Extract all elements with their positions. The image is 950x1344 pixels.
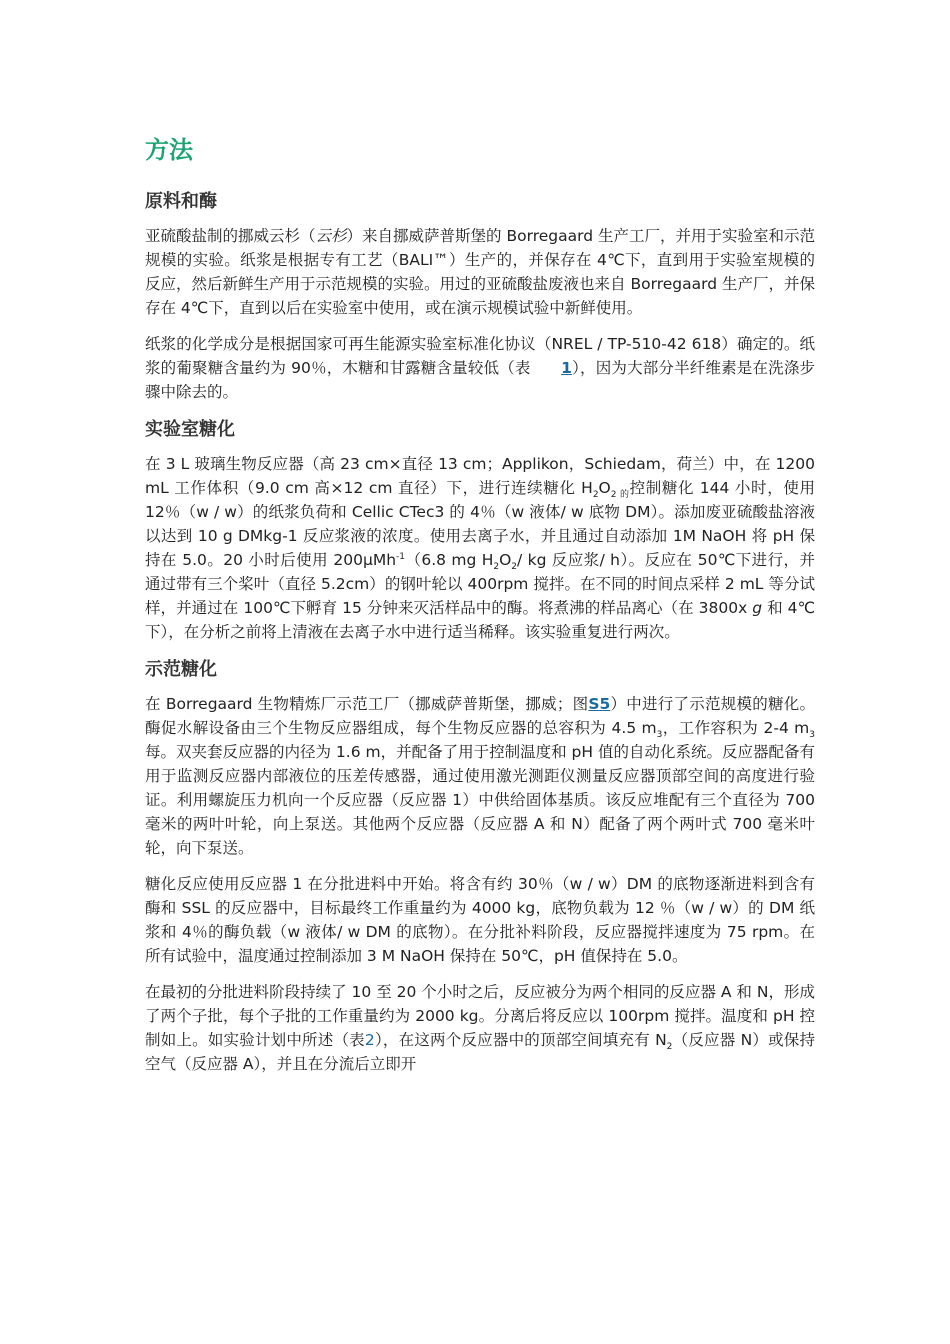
- text: ）中进行了示范规模的糖化。酶促水解设备由三个生物反应器组成，每个生物反应器的总容积为 4.5 m: [145, 695, 815, 737]
- paragraph-materials-2: [145, 332, 815, 404]
- text: 在 3 L 玻璃生物反应器（高 23 cm×直径 13 cm；Applikon，Schiedam，荷兰）中，在 1200 mL 工作体积（9.0 cm 高×12 cm 直径）下，进行连续糖化 H: [145, 455, 815, 497]
- section-title: 方法: [145, 136, 193, 164]
- text: 和 4℃下），在分析之前将上清液在去离子水中进行适当稀释。该实验重复进行两次。: [145, 599, 815, 641]
- text: 在 Borregaard 生物精炼厂示范工厂（挪威萨普斯堡，挪威；图: [145, 695, 589, 713]
- text: 每。双夹套反应器的内径为 1.6 m，并配备了用于控制温度和 pH 值的自动化系统。反应器配备有用于监测反应器内部液位的压差传感器，通过使用激光测距仪测量反应器顶部空间的高度进行验证。利用螺旋压力机向一个反应器（反应器 1）中供给固体基质。该反应堆配有三个直径为 700 毫米的两叶叶轮，向上泵送。其他两个反应器（反应器 A 和 N）配备了两个两叶式 700 毫米叶轮，向下泵送。: [145, 743, 815, 857]
- subscript: 2: [592, 490, 599, 501]
- text: ）来自挪威萨普斯堡的 Borregaard 生产工厂，并用于实验室和示范规模的实验。纸浆是根据专有工艺（BALI™）生产的，并保存在 4℃下，直到用于实验室规模的反应，然后新鲜生产用于示范规模的实验。用过的亚硫酸盐废液也来自 Borregaard 生产厂，并保存在 4℃下，直到以后在实验室中使用，或在演示规模试验中新鲜使用。: [145, 227, 815, 317]
- heading-demo-saccharification: 示范糖化: [145, 659, 217, 680]
- text: 控制糖化 144 小时，使用 12％（w / w）的纸浆负荷和 Cellic CTec3 的 4％（w 液体/ w 底物 DM）。添加废亚硫酸盐溶液以达到 10 g DMkg-1 反应浆液的浓度。使用去离子水，并且通过自动添加 1M NaOH 将 pH 保持在 5.0。20 小时后使用 200μMh: [145, 479, 815, 569]
- text: （反应器 N）或保持空气（反应器 A），并且在分流后立即开: [145, 1031, 815, 1073]
- paragraph-demo-2: 糖化反应使用反应器 1 在分批进料中开始。将含有约 30％（w / w）DM 的底物逐渐进料到含有酶和 SSL 的反应器中，目标最终工作重量约为 4000 kg，底物负载为 12 ％（w / w）的 DM 纸浆和 4％的酶负载（w 液体/ w DM 的底物）。在分批补料阶段，反应器搅拌速度为 75 rpm。在所有试验中，温度通过控制添加 3 M NaOH 保持在 50℃，pH 值保持在 5.0。: [145, 875, 815, 965]
- text: O: [499, 551, 512, 569]
- italic-g: g: [752, 599, 763, 617]
- paragraph-lab-1: [145, 452, 815, 644]
- paragraph-demo-3: [145, 980, 815, 1076]
- text: ），在这两个反应器中的顶部空间填充有 N: [374, 1031, 667, 1049]
- paragraph-materials-1: [145, 224, 815, 320]
- subscript: 3: [656, 730, 663, 741]
- text: 纸浆的化学成分是根据国家可再生能源实验室标准化协议（NREL / TP-510-42 618）确定的。纸浆的葡聚糖含量约为 90％，木糖和甘露糖含量较低（表: [145, 335, 815, 377]
- text: O: [598, 479, 611, 497]
- text: ），因为大部分半纤维素是在洗涤步骤中除去的。: [145, 359, 816, 401]
- paragraph-demo-1: [145, 692, 815, 860]
- figure-s5-link[interactable]: S5: [588, 695, 611, 713]
- text: 亚硫酸盐制的挪威云杉（: [145, 227, 316, 245]
- italic-species: 云杉: [315, 227, 347, 245]
- heading-materials: 原料和酶: [145, 191, 217, 212]
- text: / kg 反应浆/ h）。反应在 50℃下进行，并通过带有三个桨叶（直径 5.2cm）的钢叶轮以 400rpm 搅拌。在不同的时间点采样 2 mL 等分试样，并通过在 100℃下孵育 15 分钟来灭活样品中的酶。将煮沸的样品离心（在 3800x: [145, 551, 815, 617]
- subscript: 2 的: [610, 490, 630, 501]
- superscript: -1: [396, 551, 406, 562]
- heading-lab-saccharification: 实验室糖化: [145, 419, 235, 440]
- document-content: [145, 132, 815, 1088]
- text: ，工作容积为 2-4 m: [662, 719, 810, 737]
- subscript: 2: [493, 562, 500, 573]
- text: （6.8 mg H: [405, 551, 494, 569]
- text: 在最初的分批进料阶段持续了 10 至 20 个小时之后，反应被分为两个相同的反应器 A 和 N，形成了两个子批，每个子批的工作重量约为 2000 kg。分离后将反应以 100rpm 搅拌。温度和 pH 控制如上。如实验计划中所述（表: [145, 983, 815, 1049]
- subscript: 3: [809, 730, 815, 741]
- table-2-link[interactable]: 2: [364, 1031, 375, 1049]
- table-1-link[interactable]: 1: [561, 359, 572, 377]
- subscript: 2: [511, 562, 518, 573]
- subscript: 2: [666, 1042, 673, 1053]
